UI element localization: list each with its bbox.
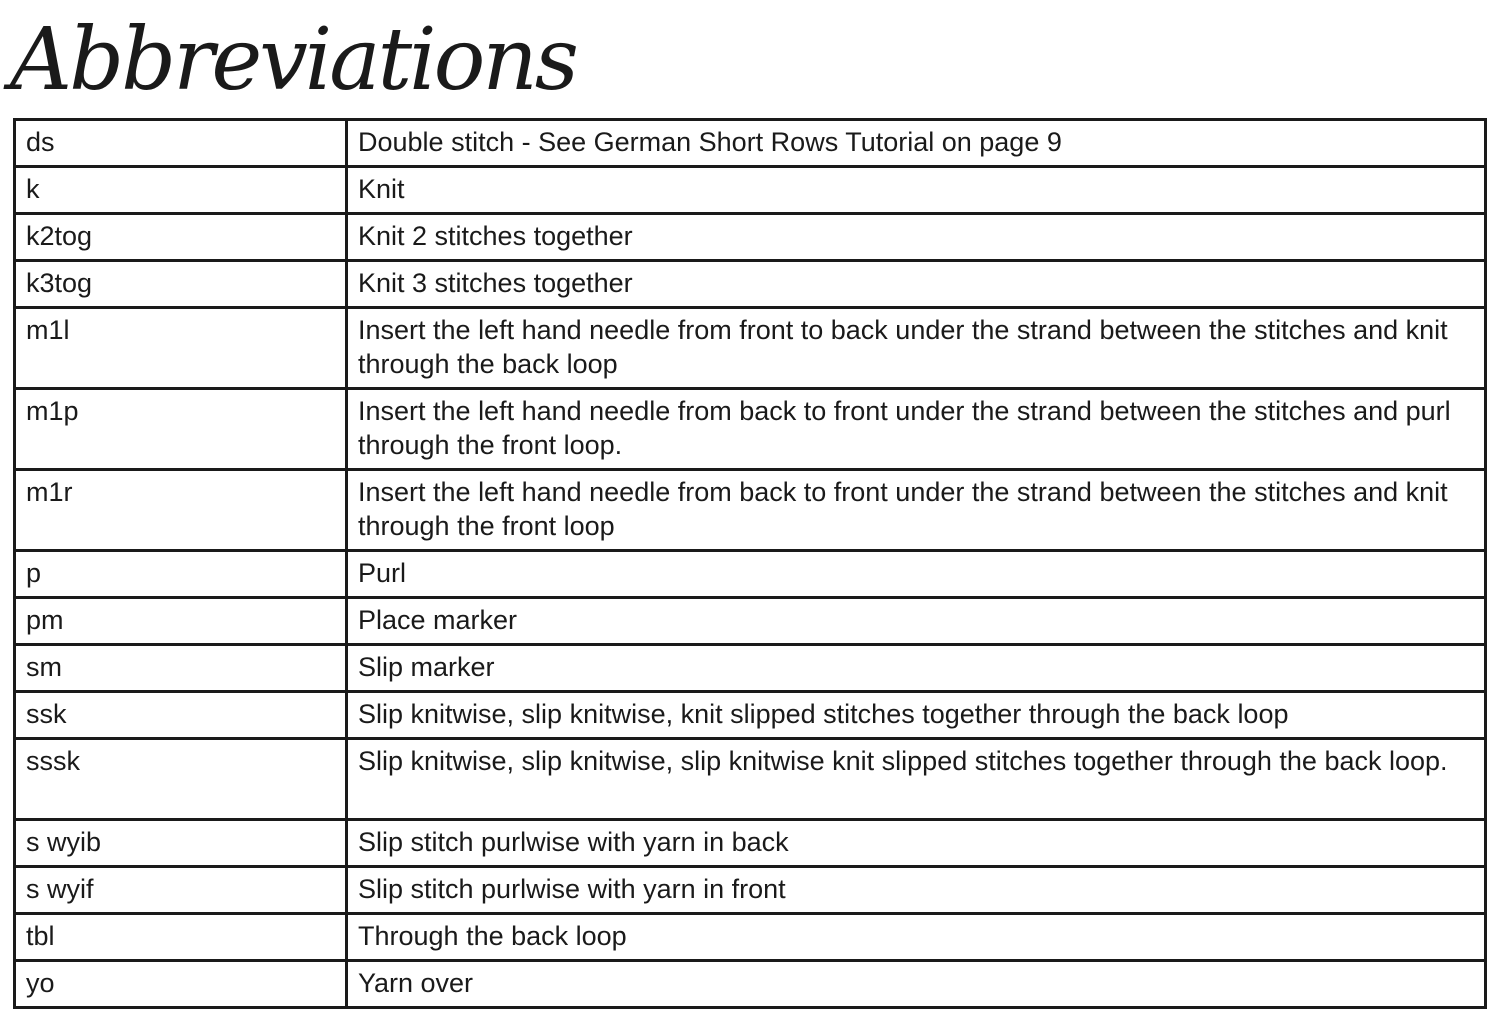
meaning-cell: Insert the left hand needle from front to back under the strand between the stitches and knit through the back loop — [347, 308, 1486, 389]
table-row — [15, 645, 1486, 692]
abbreviation-cell: tbl — [15, 914, 347, 961]
table-row — [15, 914, 1486, 961]
table-row — [15, 551, 1486, 598]
abbreviation-cell: m1l — [15, 308, 347, 389]
meaning-cell: Slip stitch purlwise with yarn in front — [347, 867, 1486, 914]
abbreviation-cell: pm — [15, 598, 347, 645]
abbreviation-cell: sm — [15, 645, 347, 692]
table-row — [15, 389, 1486, 470]
meaning-cell: Yarn over — [347, 961, 1486, 1008]
abbreviation-cell: p — [15, 551, 347, 598]
abbreviation-cell: m1p — [15, 389, 347, 470]
meaning-cell: Slip stitch purlwise with yarn in back — [347, 820, 1486, 867]
table-row — [15, 261, 1486, 308]
abbreviation-cell: k — [15, 167, 347, 214]
table-row — [15, 692, 1486, 739]
table-row — [15, 820, 1486, 867]
meaning-cell: Insert the left hand needle from back to front under the strand between the stitches and knit through the front loop — [347, 470, 1486, 551]
abbreviation-cell: k2tog — [15, 214, 347, 261]
page-title: Abbreviations — [10, 10, 576, 110]
table-row — [15, 598, 1486, 645]
meaning-cell: Knit 3 stitches together — [347, 261, 1486, 308]
abbreviation-cell: ssk — [15, 692, 347, 739]
abbreviation-cell: sssk — [15, 739, 347, 820]
table-row — [15, 167, 1486, 214]
abbreviation-cell: s wyib — [15, 820, 347, 867]
meaning-cell: Slip marker — [347, 645, 1486, 692]
meaning-cell: Through the back loop — [347, 914, 1486, 961]
abbreviation-cell: s wyif — [15, 867, 347, 914]
abbreviations-table — [13, 118, 1487, 1009]
abbreviation-cell: k3tog — [15, 261, 347, 308]
meaning-cell: Knit 2 stitches together — [347, 214, 1486, 261]
table-row — [15, 470, 1486, 551]
meaning-cell: Place marker — [347, 598, 1486, 645]
table-row — [15, 739, 1486, 820]
table-row — [15, 120, 1486, 167]
table-row — [15, 308, 1486, 389]
abbreviation-cell: yo — [15, 961, 347, 1008]
meaning-cell: Slip knitwise, slip knitwise, knit slipped stitches together through the back loop — [347, 692, 1486, 739]
meaning-cell: Double stitch - See German Short Rows Tutorial on page 9 — [347, 120, 1486, 167]
table-row — [15, 961, 1486, 1008]
abbreviation-cell: ds — [15, 120, 347, 167]
table-row — [15, 867, 1486, 914]
meaning-cell: Slip knitwise, slip knitwise, slip knitwise knit slipped stitches together through the back loop. — [347, 739, 1486, 820]
table-row — [15, 214, 1486, 261]
abbreviation-cell: m1r — [15, 470, 347, 551]
meaning-cell: Purl — [347, 551, 1486, 598]
meaning-cell: Knit — [347, 167, 1486, 214]
meaning-cell: Insert the left hand needle from back to front under the strand between the stitches and purl through the front loop. — [347, 389, 1486, 470]
